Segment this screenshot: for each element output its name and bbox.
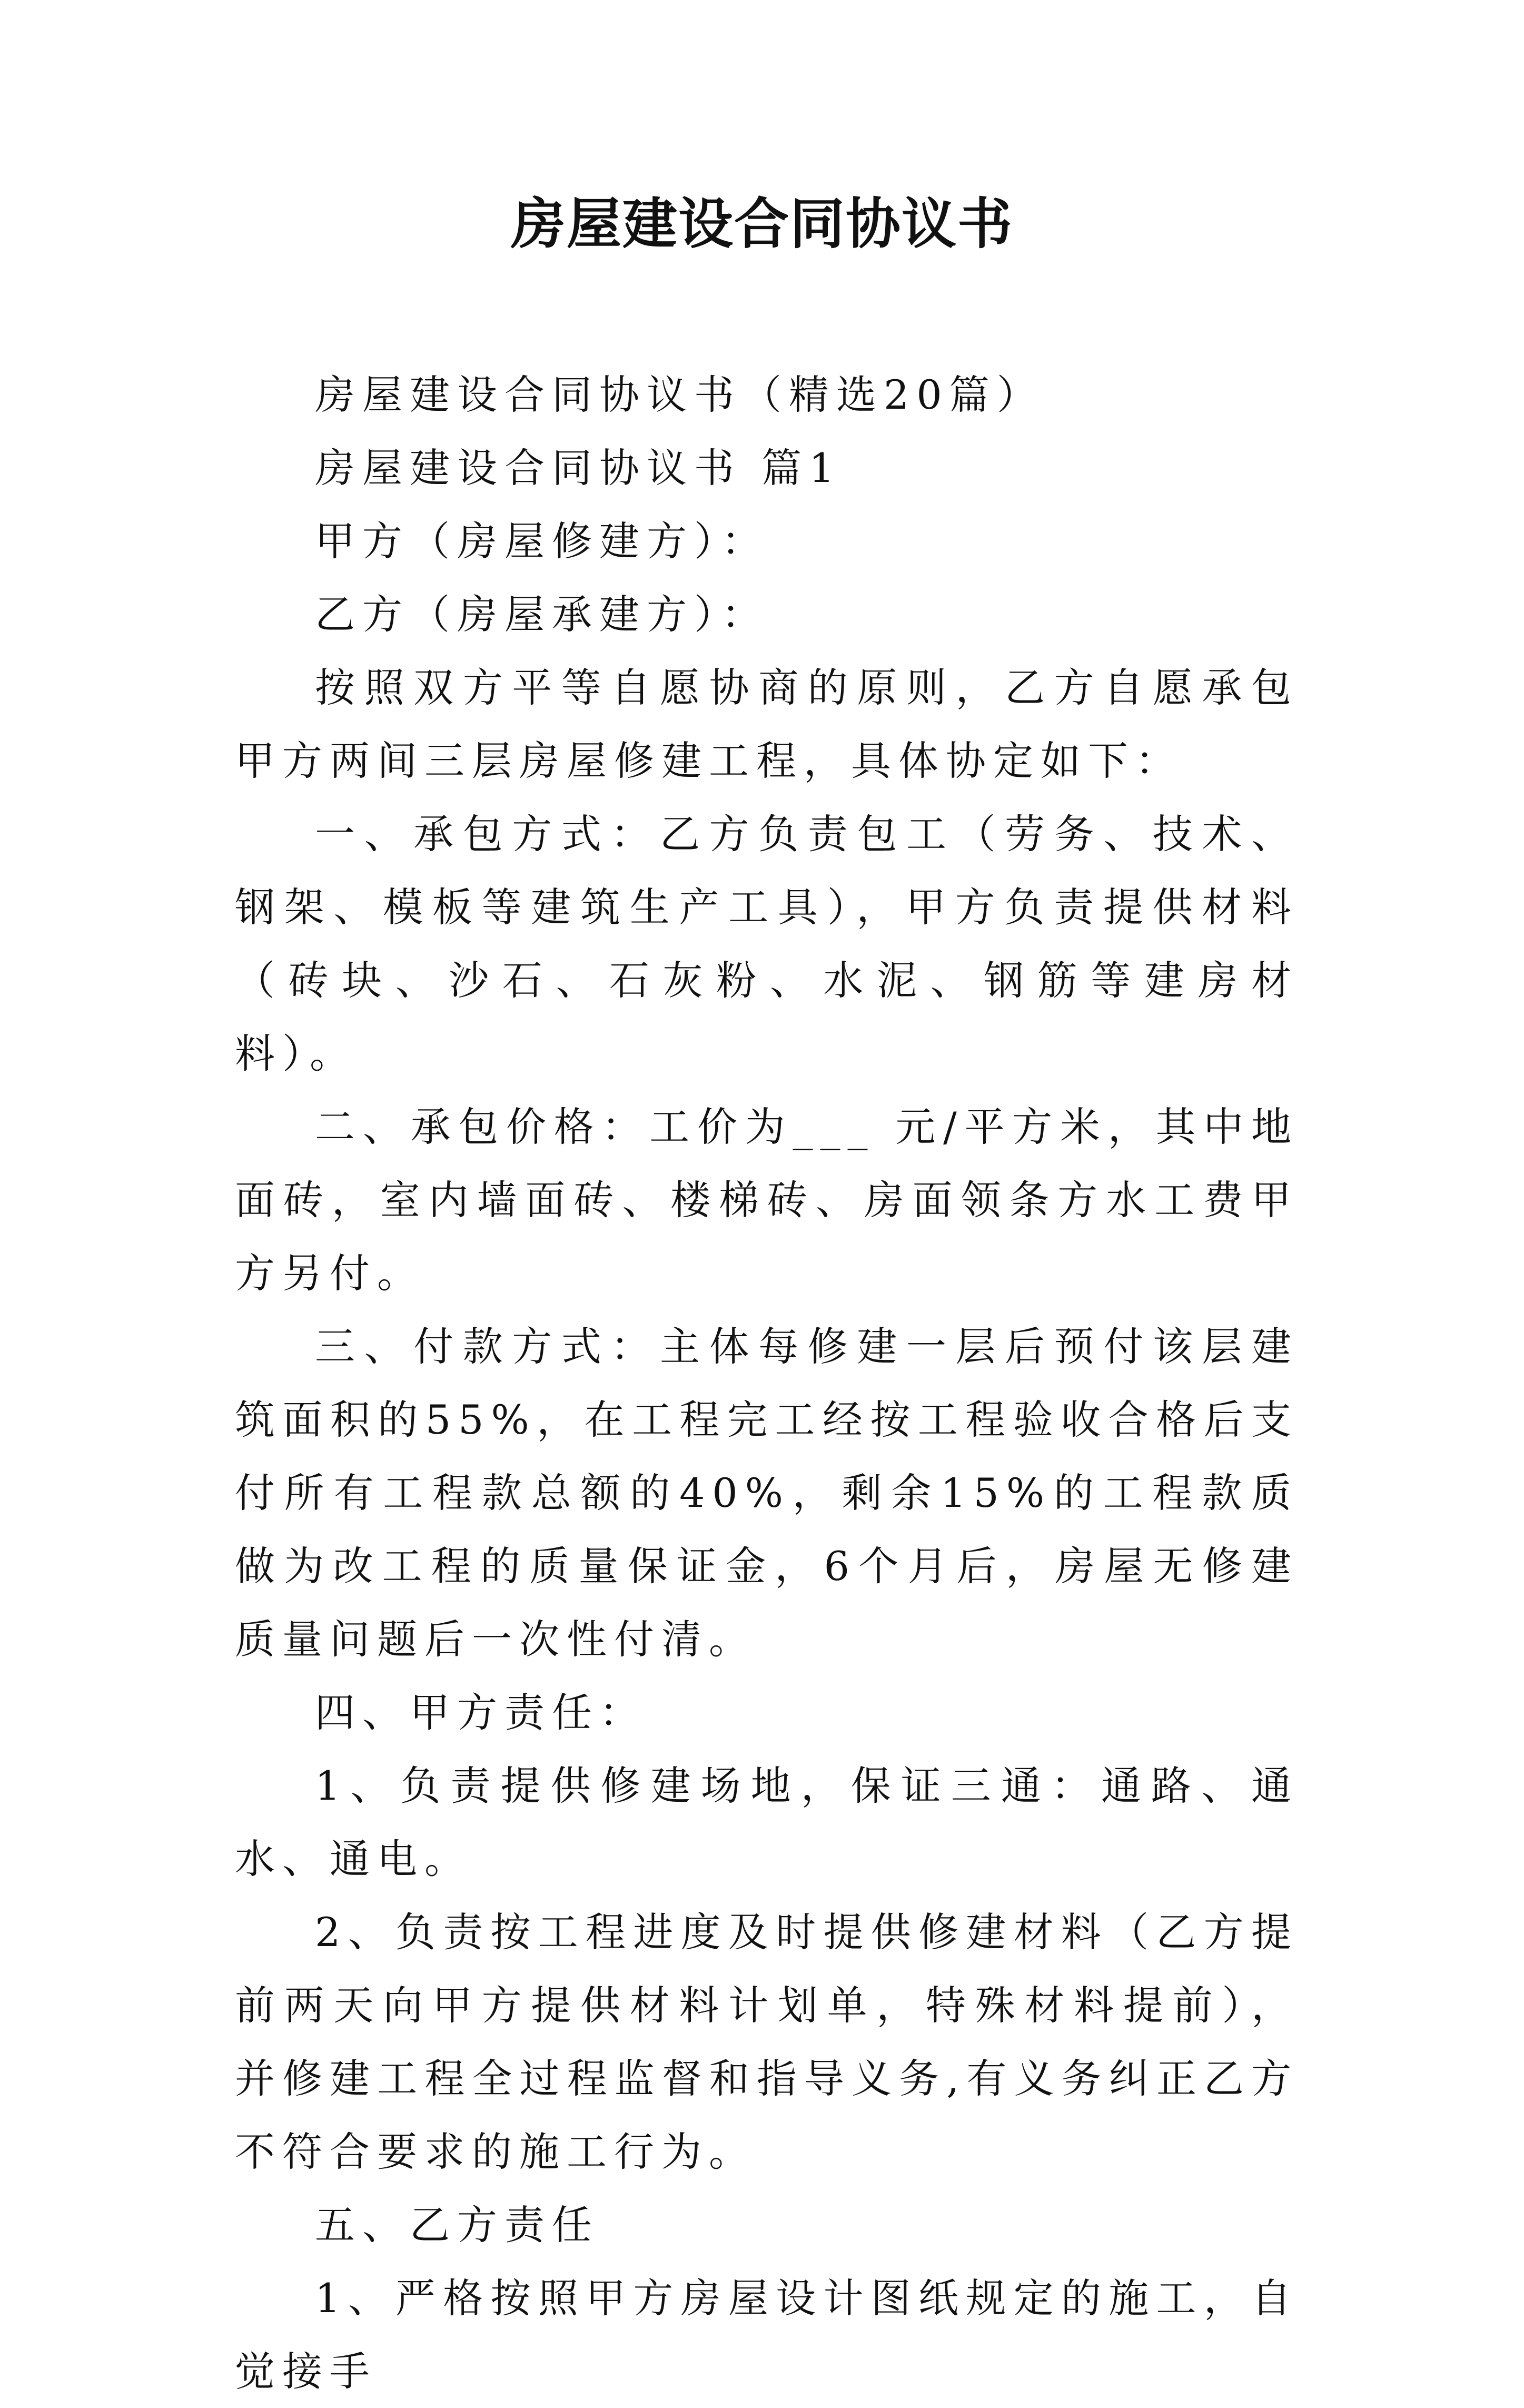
paragraph-party-b-duty-1: 1、严格按照甲方房屋设计图纸规定的施工，自觉接手 — [235, 2275, 1299, 2395]
paragraph-party-a-duty-1: 1、负责提供修建场地，保证三通：通路、通水、通电。 — [235, 1762, 1299, 1882]
document-title: 房屋建设合同协议书 — [510, 191, 1013, 256]
paragraph-section-heading: 房屋建设合同协议书 篇1 — [315, 445, 842, 491]
paragraph-party-b-duties-heading: 五、乙方责任 — [315, 2202, 599, 2248]
paragraph-party-a: 甲方（房屋修建方）： — [315, 518, 769, 565]
paragraph-party-a-duties-heading: 四、甲方责任： — [315, 1689, 647, 1736]
paragraph-preamble: 按照双方平等自愿协商的原则，乙方自愿承包甲方两间三层房屋修建工程，具体协定如下： — [235, 664, 1299, 784]
paragraph-payment-method: 三、付款方式：主体每修建一层后预付该层建筑面积的55%，在工程完工经按工程验收合格后支付所有工程款总额的40%，剩余15%的工程款质做为改工程的质量保证金，6个月后，房屋无修建质量问题后一次性付清。 — [235, 1323, 1299, 1663]
paragraph-party-b: 乙方（房屋承建方）： — [315, 591, 769, 638]
document-body — [235, 358, 1299, 2408]
paragraph-contract-method: 一、承包方式：乙方负责包工（劳务、技术、钢架、模板等建筑生产工具），甲方负责提供材料（砖块、沙石、石灰粉、水泥、钢筋等建房材料）。 — [235, 811, 1299, 1077]
paragraph-contract-price: 二、承包价格：工价为___ 元/平方米，其中地面砖，室内墙面砖、楼梯砖、房面领条方水工费甲方另付。 — [235, 1103, 1299, 1297]
paragraph-subtitle: 房屋建设合同协议书（精选20篇） — [315, 371, 1044, 418]
paragraph-party-a-duty-2: 2、负责按工程进度及时提供修建材料（乙方提前两天向甲方提供材料计划单，特殊材料提前），并修建工程全过程监督和指导义务,有义务纠正乙方不符合要求的施工行为。 — [235, 1909, 1299, 2175]
